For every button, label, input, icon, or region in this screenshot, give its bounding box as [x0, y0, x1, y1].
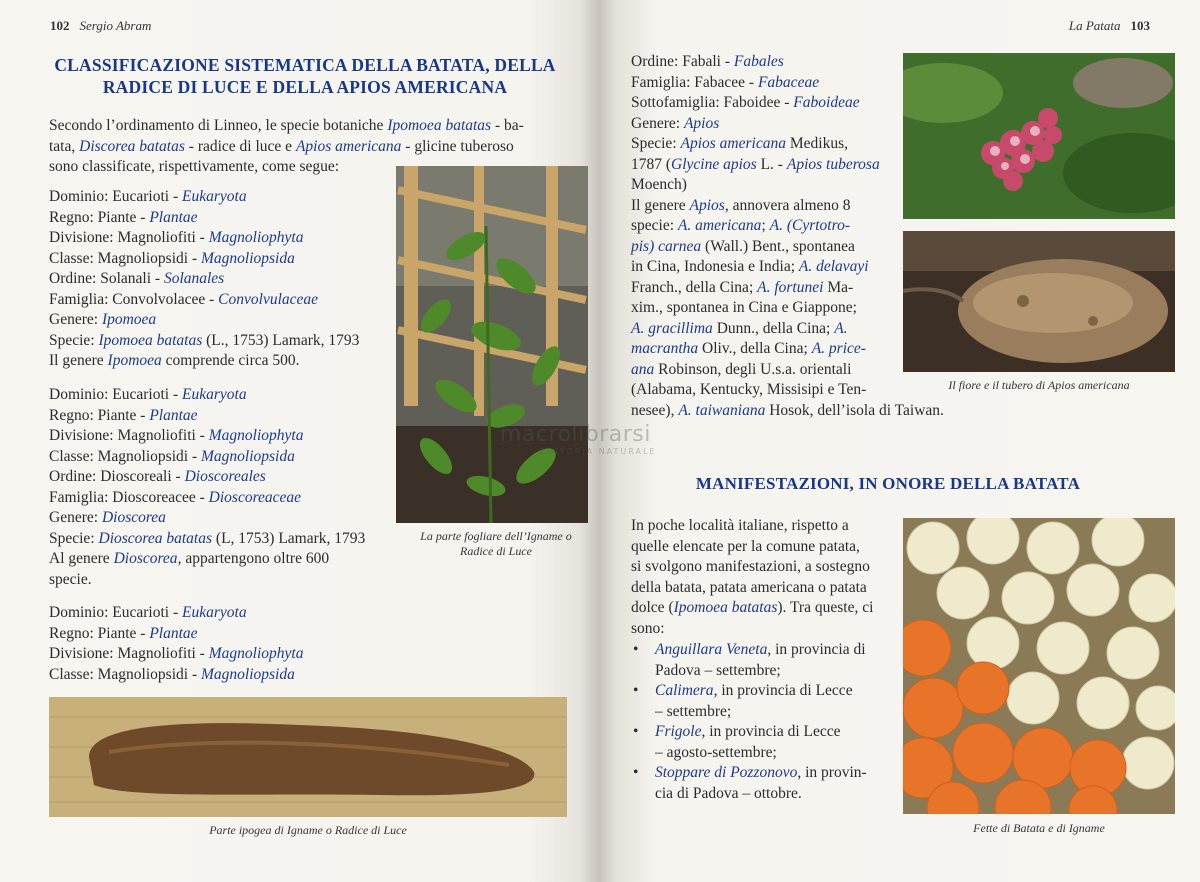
text-line	[49, 351, 359, 372]
italic-term: Apios americana	[295, 137, 402, 155]
italic-term: Solanales	[163, 270, 225, 287]
text-run: Franch., della Cina;	[631, 278, 758, 296]
text-line	[655, 661, 867, 682]
heading-line-1: CLASSIFICAZIONE SISTEMATICA DELLA BATATA, DELLA	[54, 55, 556, 75]
text-line	[631, 93, 944, 114]
italic-term: A. delavayi	[798, 258, 869, 275]
bullet-icon: •	[633, 682, 639, 699]
italic-term: Magnoliopsida	[200, 249, 295, 267]
text-run: Famiglia: Convolvolacee -	[49, 290, 219, 308]
text-line	[631, 114, 944, 135]
italic-term: Apios	[683, 114, 720, 132]
text-run: Genere:	[631, 114, 684, 132]
text-line	[49, 570, 365, 591]
text-run: Oliv., della Cina;	[698, 340, 812, 357]
text-run: Robinson, degli U.s.a. orientali	[654, 360, 852, 378]
text-run: Ordine: Solanali -	[49, 270, 164, 287]
heading-line-2: RADICE DI LUCE E DELLA APIOS AMERICANA	[102, 77, 508, 97]
right-running-head	[1069, 18, 1160, 34]
text-run: , in provin-	[797, 764, 867, 781]
text-run: 1787 (	[631, 155, 672, 173]
apios-flower-photo	[903, 53, 1175, 219]
text-line	[631, 73, 944, 94]
text-run: Ma-	[823, 278, 854, 296]
text-line	[631, 516, 873, 537]
italic-term: Ipomoea batatas	[673, 599, 778, 616]
watermark-brand: macrolibrarsi	[500, 422, 651, 447]
italic-term: A.	[834, 319, 848, 337]
text-line	[655, 640, 867, 661]
text-run: in Cina, Indonesia e India;	[631, 258, 799, 275]
text-line	[631, 134, 944, 155]
italic-term: A. gracillima	[631, 319, 713, 337]
bullet-icon: •	[633, 764, 639, 781]
italic-term: Fabales	[733, 53, 784, 70]
italic-term: Dioscoreales	[184, 468, 266, 485]
italic-term: A. price-	[811, 340, 866, 357]
manifestations-heading: MANIFESTAZIONI, IN ONORE DELLA BATATA	[695, 474, 1081, 493]
text-run: Genere:	[49, 311, 102, 328]
text-run: comprende circa 500.	[161, 352, 300, 369]
text-run: xim., spontanea in Cina e Giappone;	[631, 299, 857, 316]
text-run: (L., 1753) Lamark, 1793	[202, 331, 360, 349]
italic-term: A. americana	[677, 217, 762, 234]
text-run: Genere:	[49, 509, 102, 526]
list-item	[631, 640, 867, 681]
page-number-right: 103	[1130, 18, 1150, 33]
italic-term: Glycine apios	[671, 155, 757, 173]
text-run: nesee),	[631, 401, 679, 419]
page-number: 102	[50, 18, 70, 33]
caption-leaves	[396, 529, 596, 559]
text-run: In poche località italiane, rispetto a	[631, 517, 849, 534]
italic-term: Plantae	[149, 624, 198, 642]
text-line	[49, 269, 359, 290]
text-run: Dominio: Eucarioti -	[49, 386, 183, 403]
italic-term: Magnoliophyta	[208, 645, 304, 662]
text-line	[631, 578, 873, 599]
text-run: Al genere	[49, 550, 114, 567]
italic-term: Apios	[689, 196, 725, 214]
text-run: Specie:	[49, 529, 99, 547]
text-line	[49, 116, 567, 137]
text-line	[631, 557, 873, 578]
text-line	[631, 216, 944, 237]
italic-term: Fabaceae	[757, 73, 820, 91]
text-run: specie:	[631, 217, 678, 234]
watermark	[500, 422, 657, 456]
italic-term: Apios tuberosa	[786, 155, 880, 173]
text-run: , appartengono oltre 600	[177, 550, 330, 567]
text-run: specie.	[49, 570, 92, 588]
text-line	[49, 644, 303, 665]
text-run: , in provincia di	[767, 641, 866, 658]
text-run: dolce (	[631, 599, 674, 616]
text-run: Specie:	[49, 331, 99, 349]
text-run: Famiglia: Fabacee -	[631, 73, 758, 91]
text-line	[49, 228, 359, 249]
italic-term: Plantae	[149, 208, 198, 226]
text-run: Classe: Magnoliopsidi -	[49, 249, 201, 267]
italic-term: Ipomoea	[107, 352, 162, 369]
text-run: - glicine tuberoso	[401, 137, 514, 155]
text-run: Moench)	[631, 176, 687, 193]
text-line	[631, 298, 944, 319]
text-run: Divisione: Magnoliofiti -	[49, 645, 209, 662]
italic-term: Eukaryota	[182, 604, 247, 621]
italic-term: A. fortunei	[757, 278, 824, 296]
text-run: Dunn., della Cina;	[712, 319, 835, 337]
text-run: Divisione: Magnoliofiti -	[49, 229, 209, 246]
text-line	[49, 331, 359, 352]
italic-term: ana	[631, 360, 655, 378]
text-line	[655, 702, 867, 723]
text-run: della batata, patata americana o patata	[631, 578, 867, 596]
italic-term: Frigole	[655, 723, 702, 740]
text-line	[49, 187, 359, 208]
text-line	[631, 537, 873, 558]
italic-term: Convolvulaceae	[218, 290, 319, 308]
text-run: Regno: Piante -	[49, 624, 150, 642]
bullet-icon: •	[633, 641, 639, 658]
italic-term: A. (Cyrtotro-	[769, 217, 850, 234]
italic-term: Magnoliopsida	[200, 665, 295, 683]
author-name: Sergio Abram	[79, 18, 152, 33]
italic-term: Discorea batatas	[79, 137, 185, 155]
italic-term: Plantae	[149, 406, 198, 424]
list-item	[631, 681, 867, 722]
text-line	[49, 290, 359, 311]
text-run: Hosok, dell’isola di Taiwan.	[765, 401, 944, 419]
italic-term: Ipomoea	[101, 311, 157, 328]
text-line	[631, 380, 944, 401]
text-line	[49, 665, 303, 686]
italic-term: Magnoliophyta	[208, 427, 304, 444]
text-run: - radice di luce e	[184, 137, 296, 155]
text-line	[49, 549, 365, 570]
text-line	[655, 722, 867, 743]
text-line	[631, 598, 873, 619]
italic-term: Eukaryota	[182, 386, 247, 403]
text-line	[49, 467, 365, 488]
text-line	[49, 137, 567, 158]
classification-partial	[49, 603, 303, 685]
text-run: , annovera almeno 8	[724, 196, 851, 214]
classification-dioscorea	[49, 385, 365, 590]
text-line	[49, 603, 303, 624]
text-line	[49, 447, 365, 468]
text-line	[49, 529, 365, 550]
italic-term: Dioscoreaceae	[208, 488, 302, 506]
text-line	[49, 508, 365, 529]
text-line	[631, 52, 944, 73]
bullet-icon: •	[633, 723, 639, 740]
text-line	[631, 237, 944, 258]
italic-term: macrantha	[631, 340, 699, 357]
text-run: Divisione: Magnoliofiti -	[49, 427, 209, 444]
text-run: sono classificate, rispettivamente, come segue:	[49, 158, 340, 175]
italic-term: Faboideae	[793, 94, 860, 111]
left-running-head	[40, 18, 151, 34]
text-line	[631, 319, 944, 340]
italic-term: Apios americana	[680, 135, 786, 152]
text-run: ;	[761, 217, 770, 234]
text-line	[631, 619, 873, 640]
text-line	[655, 784, 867, 805]
text-line	[631, 360, 944, 381]
text-line	[49, 249, 359, 270]
text-run: cia di Padova – ottobre.	[655, 784, 802, 802]
text-line	[655, 763, 867, 784]
italic-term: Magnoliophyta	[208, 229, 304, 246]
italic-term: pis) carnea	[631, 237, 702, 255]
text-run: tata,	[49, 137, 80, 155]
text-run: ). Tra queste, ci	[777, 599, 874, 616]
text-run: Ordine: Dioscoreali -	[49, 468, 185, 485]
text-run: (Wall.) Bent., spontanea	[701, 237, 855, 255]
italic-term: Dioscorea	[113, 550, 178, 567]
italic-term: Magnoliopsida	[200, 447, 295, 465]
watermark-tagline: EDITORIA NATURALE	[540, 447, 657, 456]
text-run: Medikus,	[785, 135, 848, 152]
caption-slices: Fette di Batata e di Igname	[973, 821, 1105, 835]
text-line	[49, 488, 365, 509]
text-run: Regno: Piante -	[49, 406, 150, 424]
text-run: Dominio: Eucarioti -	[49, 604, 183, 621]
text-run: Ordine: Fabali -	[631, 53, 734, 70]
text-run: quelle elencate per la comune patata,	[631, 537, 860, 555]
text-run: , in provincia di Lecce	[701, 723, 841, 740]
text-run: Dominio: Eucarioti -	[49, 188, 183, 205]
italic-term: Stoppare di Pozzonovo	[655, 764, 798, 781]
classification-ipomoea	[49, 187, 359, 372]
italic-term: Dioscorea	[101, 509, 166, 526]
section-heading	[30, 54, 580, 98]
text-run: , in provincia di Lecce	[713, 682, 853, 699]
text-line	[655, 743, 867, 764]
text-run: – agosto-settembre;	[655, 743, 777, 761]
text-run: Regno: Piante -	[49, 208, 150, 226]
text-line	[631, 339, 944, 360]
apios-classification	[631, 52, 944, 421]
events-list	[631, 640, 867, 804]
manifestations-paragraph	[631, 516, 873, 639]
running-title: La Patata	[1068, 18, 1121, 33]
text-run: Specie:	[631, 135, 681, 152]
igname-root-photo	[49, 697, 567, 817]
text-run: Sottofamiglia: Faboidee -	[631, 94, 794, 111]
text-line	[49, 426, 365, 447]
caption-apios: Il fiore e il tubero di Apios americana	[948, 378, 1130, 392]
igname-leaves-photo	[396, 166, 588, 523]
italic-term: Eukaryota	[182, 188, 247, 205]
text-line	[631, 196, 944, 217]
text-line	[49, 310, 359, 331]
text-run: – settembre;	[655, 702, 732, 720]
text-run: Padova – settembre;	[655, 661, 781, 679]
text-line	[631, 257, 944, 278]
italic-term: Ipomoea batatas	[387, 117, 492, 134]
italic-term: A. taiwaniana	[678, 401, 766, 419]
text-line	[631, 278, 944, 299]
text-run: sono:	[631, 619, 665, 637]
italic-term: Calimera	[655, 682, 714, 699]
text-line	[631, 175, 944, 196]
text-run: Famiglia: Dioscoreacee -	[49, 488, 209, 506]
list-item	[631, 722, 867, 763]
text-run: L. -	[756, 155, 787, 173]
text-run: Il genere	[631, 196, 690, 214]
batata-slices-photo	[903, 518, 1175, 814]
text-run: Secondo l’ordinamento di Linneo, le specie botaniche	[49, 117, 388, 134]
text-run: (Alabama, Kentucky, Missisipi e Ten-	[631, 381, 867, 398]
text-line	[49, 208, 359, 229]
text-line	[49, 406, 365, 427]
text-run: Classe: Magnoliopsidi -	[49, 447, 201, 465]
caption-leaves-line-2: Radice di Luce	[460, 544, 532, 558]
text-line	[49, 624, 303, 645]
text-run: Il genere	[49, 352, 108, 369]
list-item	[631, 763, 867, 804]
caption-root: Parte ipogea di Igname o Radice di Luce	[209, 823, 407, 837]
text-line	[631, 401, 944, 422]
text-line	[49, 385, 365, 406]
text-run: si svolgono manifestazioni, a sostegno	[631, 558, 870, 575]
caption-leaves-line-1: La parte fogliare dell’Igname o	[420, 529, 572, 543]
italic-term: Anguillara Veneta	[655, 641, 768, 658]
text-run: Classe: Magnoliopsidi -	[49, 665, 201, 683]
apios-tuber-photo	[903, 231, 1175, 372]
text-line	[631, 155, 944, 176]
text-line	[655, 681, 867, 702]
italic-term: Ipomoea batatas	[98, 331, 203, 349]
text-run: (L, 1753) Lamark, 1793	[212, 529, 366, 547]
text-run: - ba-	[491, 117, 524, 134]
right-page	[598, 0, 1200, 882]
italic-term: Dioscorea batatas	[98, 529, 213, 547]
